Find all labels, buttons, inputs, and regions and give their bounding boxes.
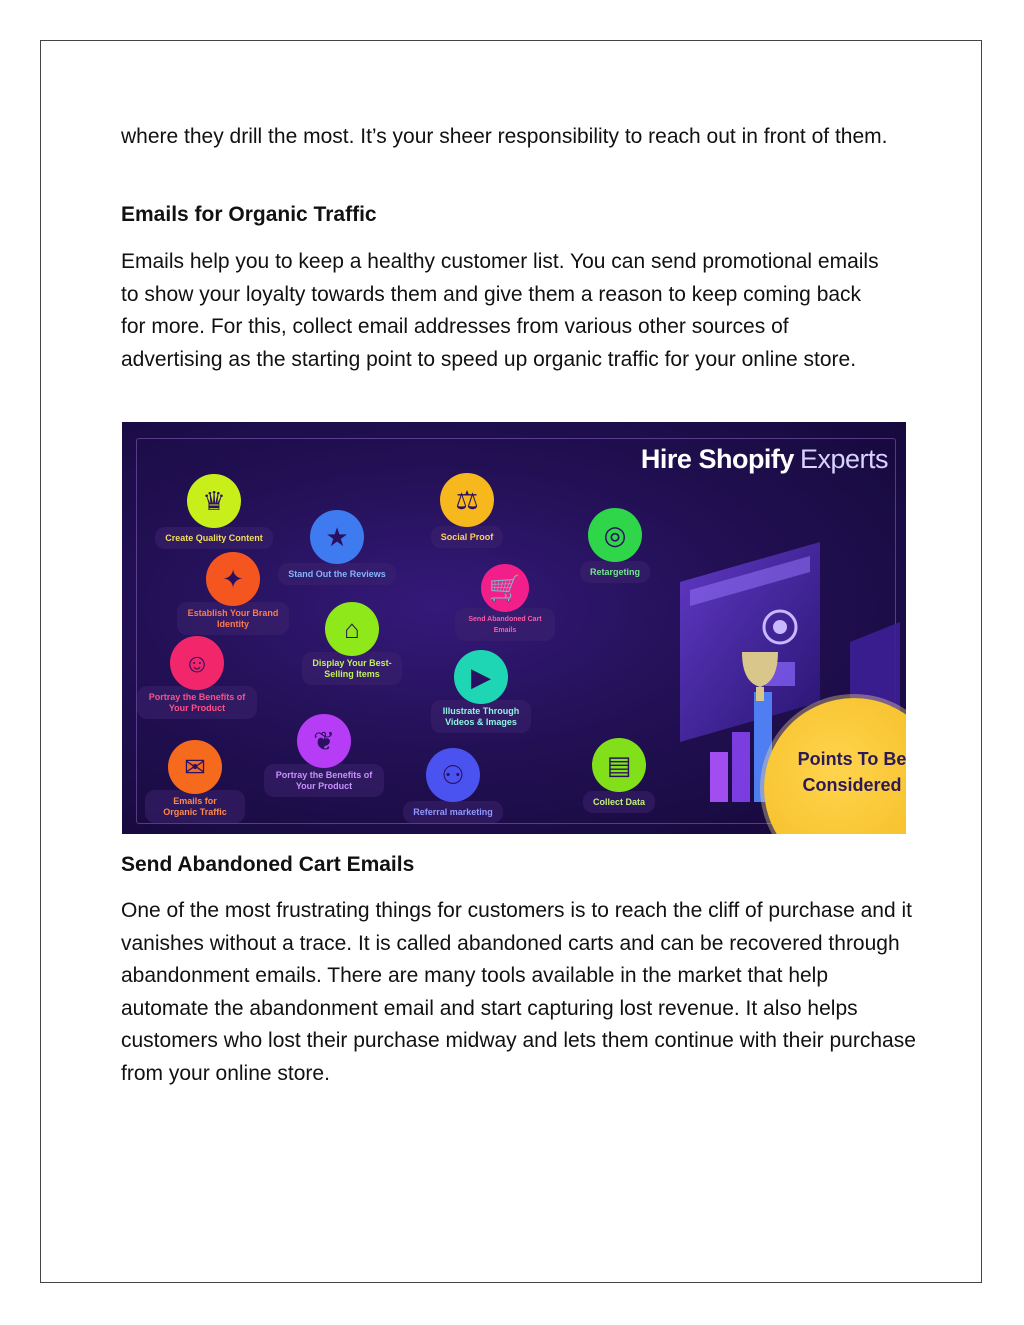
item-social-proof bbox=[402, 473, 532, 548]
shop-icon: ⌂ bbox=[325, 602, 379, 656]
paragraph-emails-organic-traffic: Emails help you to keep a healthy customer list. You can send promotional emails to show your loyalty towards them and give them a reason to keep coming back for more. For this, collect email addresses from various other sources of advertising as the starting point to speed up organic traffic for your online store. bbox=[121, 250, 879, 371]
item-collect-data bbox=[554, 738, 684, 813]
item-display-best-selling bbox=[287, 602, 417, 685]
item-label: Emails for Organic Traffic bbox=[145, 790, 245, 823]
item-portray-benefits-left bbox=[132, 636, 262, 719]
item-label: Establish Your Brand Identity bbox=[177, 602, 289, 635]
plant-icon: ❦ bbox=[297, 714, 351, 768]
item-establish-brand-identity bbox=[168, 552, 298, 635]
network-icon: ⚇ bbox=[426, 748, 480, 802]
intro-paragraph: where they drill the most. It’s your sheer responsibility to reach out in front of them. bbox=[121, 125, 888, 148]
heading-abandoned-cart-emails: Send Abandoned Cart Emails bbox=[121, 853, 415, 876]
item-label: Social Proof bbox=[431, 526, 504, 548]
brand-logo bbox=[641, 444, 888, 475]
envelope-icon: ✉ bbox=[168, 740, 222, 794]
item-send-abandoned-cart-emails bbox=[440, 564, 570, 641]
brand-main-text: Hire Shopify bbox=[640, 444, 794, 474]
item-referral-marketing bbox=[388, 748, 518, 823]
item-illustrate-videos-images bbox=[416, 650, 546, 733]
item-emails-organic-traffic bbox=[130, 740, 260, 823]
page-frame bbox=[40, 40, 982, 1283]
item-label: Collect Data bbox=[583, 791, 655, 813]
data-icon: ▤ bbox=[592, 738, 646, 792]
item-label: Portray the Benefits of Your Product bbox=[264, 764, 384, 797]
badge-text: Points To Be Considered bbox=[797, 749, 906, 795]
infographic-banner bbox=[122, 422, 906, 834]
item-create-quality-content bbox=[149, 474, 279, 549]
brand-accent-text: Experts bbox=[799, 444, 888, 474]
item-label: Stand Out the Reviews bbox=[278, 563, 396, 585]
people-icon: ☺ bbox=[170, 636, 224, 690]
stars-icon: ★ bbox=[310, 510, 364, 564]
cart-icon: 🛒 bbox=[481, 564, 529, 612]
heading-emails-organic-traffic: Emails for Organic Traffic bbox=[121, 203, 377, 226]
tag-icon: ✦ bbox=[206, 552, 260, 606]
target-icon: ◎ bbox=[588, 508, 642, 562]
paragraph-abandoned-cart-emails: One of the most frustrating things for customers is to reach the cliff of purchase and it vanishes without a trace. It is called abandoned carts and can be recovered through abandonment emails. There are many tools available in the market that help automate the abandonment email and start capturing lost revenue. It also helps customers who lost their purchase midway and lets them continue with their purchase from your online store. bbox=[121, 899, 916, 1085]
item-label: Send Abandoned Cart Emails bbox=[455, 608, 555, 641]
item-label: Retargeting bbox=[580, 561, 650, 583]
item-portray-benefits-middle bbox=[259, 714, 389, 797]
crown-icon: ♛ bbox=[187, 474, 241, 528]
media-icon: ▶ bbox=[454, 650, 508, 704]
item-label: Portray the Benefits of Your Product bbox=[137, 686, 257, 719]
item-label: Create Quality Content bbox=[155, 527, 273, 549]
item-label: Display Your Best-Selling Items bbox=[302, 652, 402, 685]
item-label: Referral marketing bbox=[403, 801, 503, 823]
scales-icon: ⚖ bbox=[440, 473, 494, 527]
item-label: Illustrate Through Videos & Images bbox=[431, 700, 531, 733]
